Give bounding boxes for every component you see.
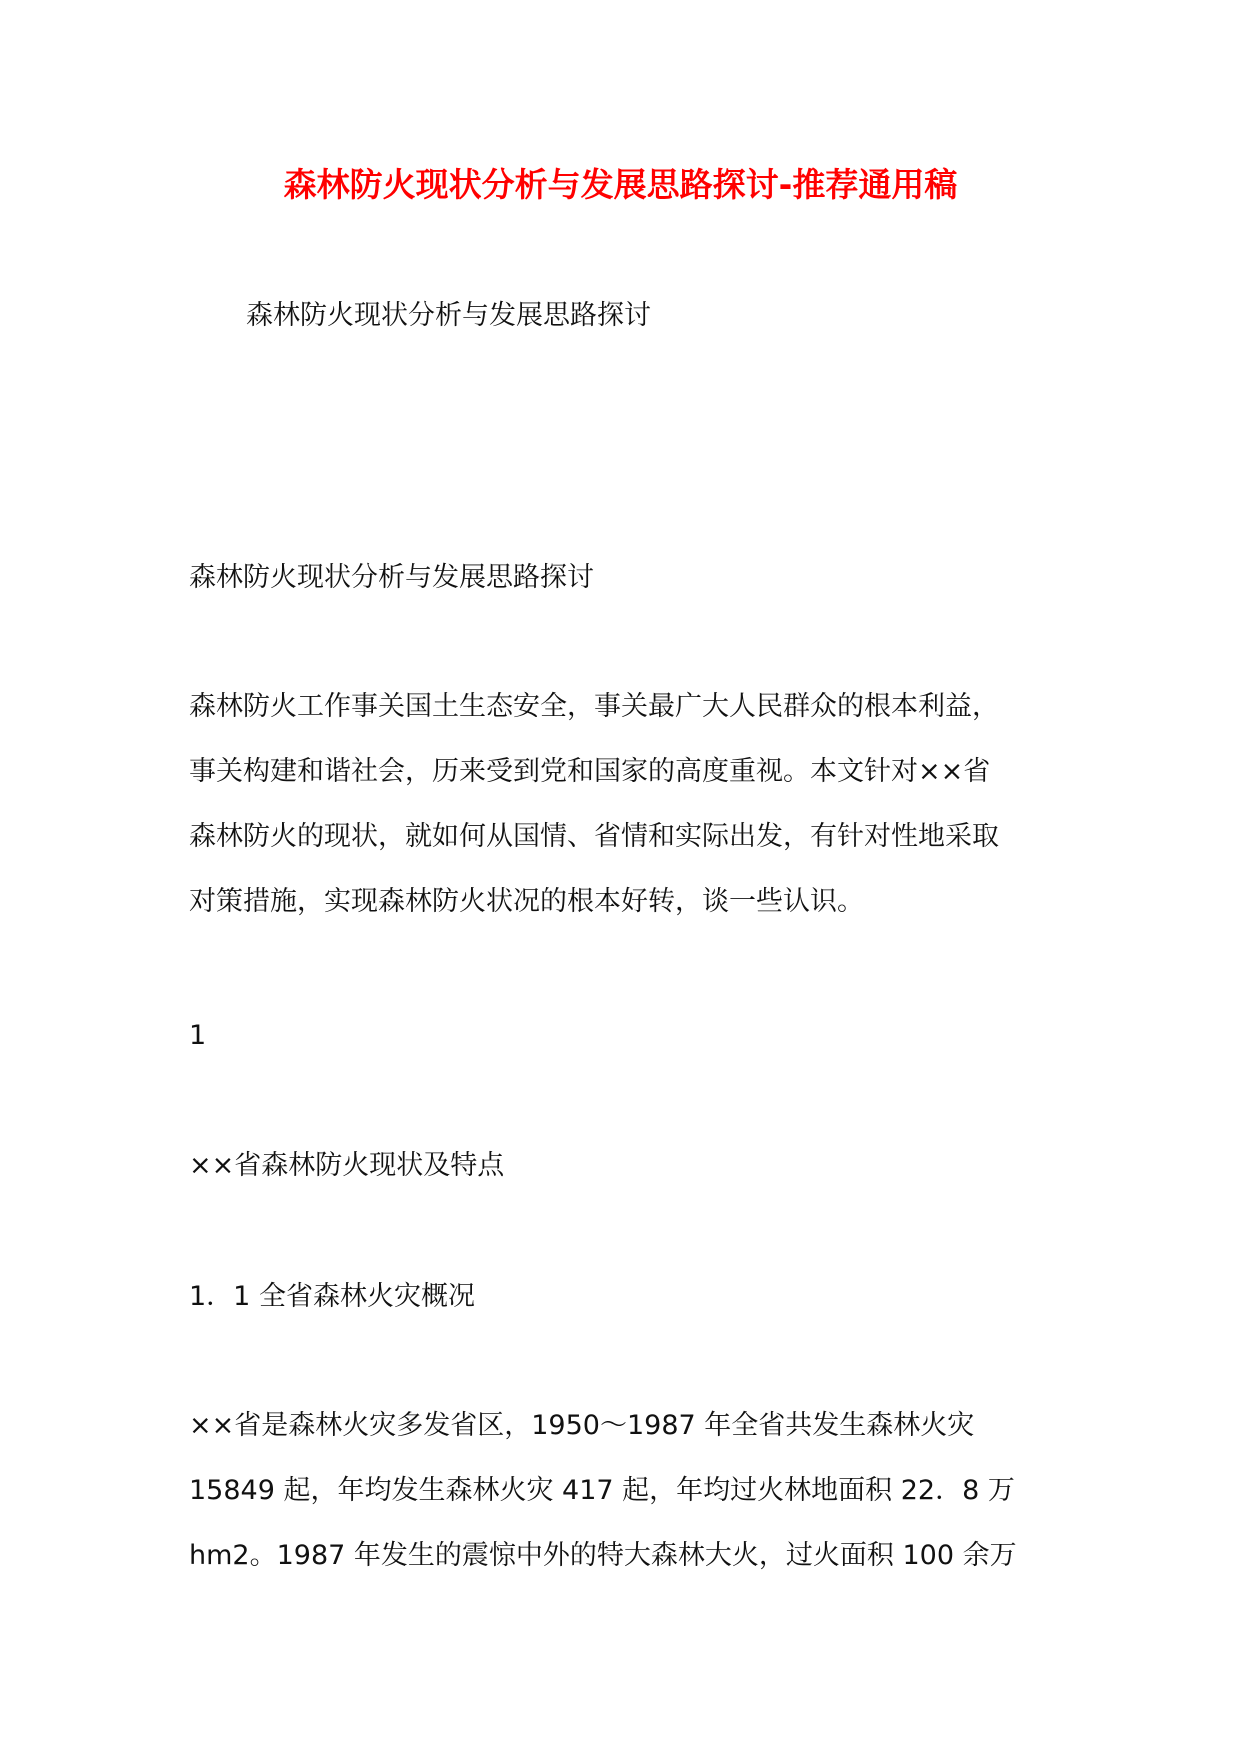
subsection-title <box>189 1264 1089 1329</box>
document-title: 森林防火现状分析与发展思路探讨-推荐通用稿 <box>283 165 958 204</box>
section-number-text: 1 <box>189 1020 207 1051</box>
intro-line-3: 森林防火的现状，就如何从国情、省情和实际出发，有针对性地采取 <box>189 821 999 852</box>
heading-text: 森林防火现状分析与发展思路探讨 <box>189 562 594 593</box>
section-title-text: ××省森林防火现状及特点 <box>189 1150 505 1181</box>
heading <box>189 545 1089 610</box>
intro-line-4: 对策措施，实现森林防火状况的根本好转，谈一些认识。 <box>189 886 864 917</box>
intro-paragraph <box>189 674 1089 934</box>
body-paragraph <box>189 1393 1089 1588</box>
intro-line-1: 森林防火工作事关国土生态安全，事关最广大人民群众的根本利益， <box>189 691 999 722</box>
intro-line-2: 事关构建和谐社会，历来受到党和国家的高度重视。本文针对××省 <box>189 756 991 787</box>
body-line-2: 15849 起，年均发生森林火灾 417 起，年均过火林地面积 22．8 万 <box>189 1475 1015 1506</box>
document-subtitle: 森林防火现状分析与发展思路探讨 <box>246 300 651 331</box>
body-line-1: ××省是森林火灾多发省区，1950～1987 年全省共发生森林火灾 <box>189 1410 975 1441</box>
subsection-title-text: 1．1 全省森林火灾概况 <box>189 1281 475 1312</box>
section-title <box>189 1133 1089 1198</box>
body-line-3: hm2。1987 年发生的震惊中外的特大森林大火，过火面积 100 余万 <box>189 1540 1017 1571</box>
section-number <box>189 1003 1089 1068</box>
